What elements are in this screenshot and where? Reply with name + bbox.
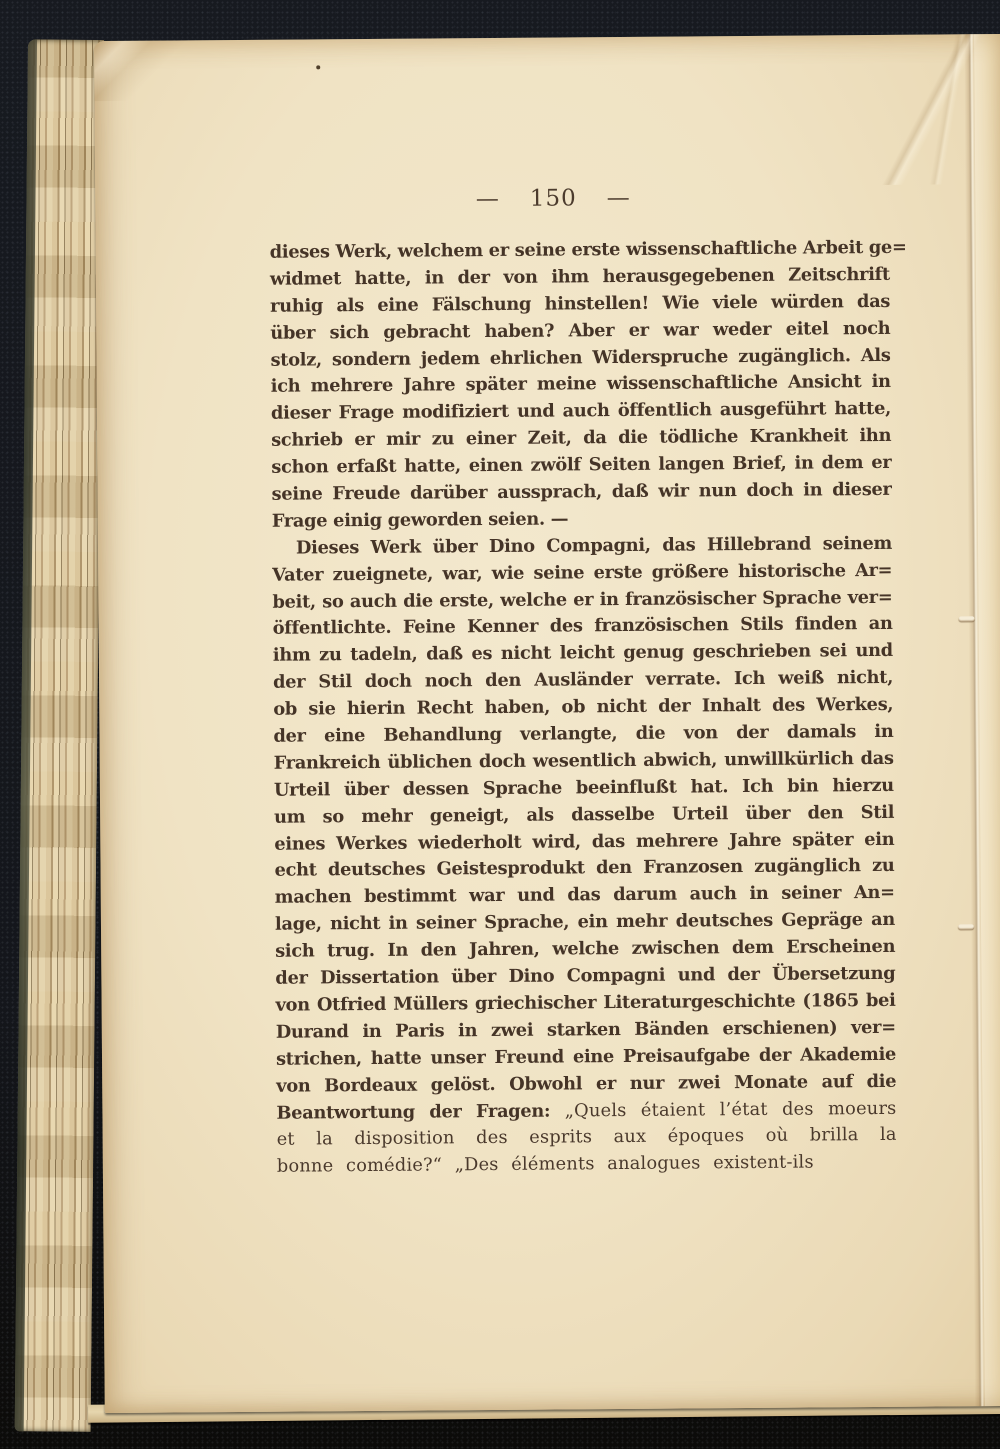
text-segment-fraktur: schrieb er mir zu einer Zeit, da die tödliche Krankheit ihn: [271, 425, 892, 451]
text-segment-fraktur: der Dissertation über Dino Compagni und der Übersetzung: [275, 962, 896, 989]
text-segment-fraktur: ich mehrere Jahre später meine wissenschaftliche Ansicht in: [270, 371, 891, 398]
text-segment-fraktur: Frankreich üblichen doch wesentlich abwich, unwillkürlich das: [273, 747, 894, 774]
text-segment-fraktur: ruhig als eine Fälschung hinstellen! Wie viele würden das: [270, 290, 891, 317]
text-segment-fraktur: sich trug. In den Jahren, welche zwischen dem Erscheinen: [275, 936, 896, 962]
text-segment-fraktur: eines Werkes wiederholt wird, das mehrere Jahre später ein: [274, 828, 895, 855]
corner-crease: [864, 34, 995, 185]
text-segment-fraktur: ihm zu tadeln, daß es nicht leicht genug geschrieben sei und: [272, 640, 893, 667]
text-segment-fraktur: lage, nicht in seiner Sprache, ein mehr deutsches Gepräge an: [274, 909, 896, 935]
text-line-35: [277, 1149, 897, 1181]
header-dash-right: —: [606, 184, 631, 212]
page-edges-stack: [15, 39, 104, 1432]
binding-stitch-bottom: [958, 924, 974, 929]
page-number: 150: [529, 185, 577, 212]
text-segment-fraktur: dieser Frage modifiziert und auch öffentlich ausgeführt hatte,: [270, 398, 892, 425]
header-dash-left: —: [475, 185, 500, 213]
text-segment-antiqua: bonne comédie?“ „Des éléments analogues existent-ils: [276, 1151, 814, 1177]
text-segment-fraktur: von Bordeaux gelöst. Obwohl er nur zwei Monate auf die: [276, 1070, 897, 1097]
text-segment-fraktur: öffentlichte. Feine Kenner des französischen Stils finden an: [272, 613, 893, 640]
text-segment-fraktur: schon erfaßt hatte, einen zwölf Seiten langen Brief, in dem er: [271, 451, 892, 478]
text-segment-fraktur: machen bestimmt war und das darum auch in seiner An=: [274, 882, 895, 909]
text-line-22: [274, 800, 894, 832]
text-segment-fraktur: Urteil über dessen Sprache beeinflußt hat. Ich bin hierzu: [273, 774, 894, 801]
text-line-10: [271, 477, 891, 509]
text-segment-fraktur: über sich gebracht haben? Aber er war weder eitel noch: [270, 317, 891, 344]
text-segment-fraktur: Durand in Paris in zwei starken Bänden erschienen) ver=: [275, 1016, 896, 1043]
text-segment-fraktur: dieses Werk, welchem er seine erste wissenschaftliche Arbeit ge=: [269, 236, 907, 263]
text-segment-fraktur: der Stil doch noch den Ausländer verrate. Ich weiß nicht,: [272, 667, 894, 693]
paper-speck: [316, 65, 320, 69]
text-segment-fraktur: um so mehr geneigt, als dasselbe Urteil über den Stil: [274, 801, 895, 828]
book-page: [94, 34, 1000, 1413]
text-segment-fraktur: Vater zueignete, war, wie seine erste größere historische Ar=: [272, 559, 893, 586]
text-segment-fraktur: beit, so auch die erste, welche er in französischer Sprache ver=: [272, 586, 893, 613]
text-line-32: [276, 1068, 896, 1100]
page-text: [269, 235, 907, 1181]
text-segment-fraktur: ob sie hierin Recht haben, ob nicht der Inhalt des Werkes,: [273, 693, 894, 720]
text-line-13: [272, 558, 892, 590]
text-segment-fraktur: seine Freude darüber aussprach, daß wir nun doch in dieser: [271, 478, 892, 505]
text-line-4: [270, 316, 890, 348]
text-segment-fraktur: von Otfried Müllers griechischer Literaturgeschichte (1865 bei: [275, 989, 896, 1016]
text-segment-fraktur: Beantwortung der Fragen:: [276, 1099, 565, 1124]
text-segment-fraktur: Frage einig geworden seien. —: [271, 508, 569, 532]
text-segment-fraktur: der eine Behandlung verlangte, die von der damals in: [273, 720, 894, 747]
binding-stitch-top: [959, 616, 975, 621]
text-segment-antiqua: „Quels étaient l’état des moeurs: [564, 1097, 897, 1121]
text-segment-fraktur: stolz, sondern jedem ehrlichen Widerspruche zugänglich. Als: [270, 344, 891, 371]
page-header: [243, 183, 863, 214]
text-segment-fraktur: Dieses Werk über Dino Compagni, das Hillebrand seinem: [295, 532, 893, 559]
text-segment-fraktur: echt deutsches Geistesprodukt den Franzosen zugänglich zu: [274, 855, 895, 882]
text-segment-fraktur: strichen, hatte unser Freund eine Preisaufgabe der Akademie: [275, 1043, 897, 1070]
text-segment-fraktur: widmet hatte, in der von ihm herausgegebenen Zeitschrift: [269, 263, 890, 290]
text-segment-antiqua: et la disposition des esprits aux époques où brilla la: [276, 1124, 897, 1151]
